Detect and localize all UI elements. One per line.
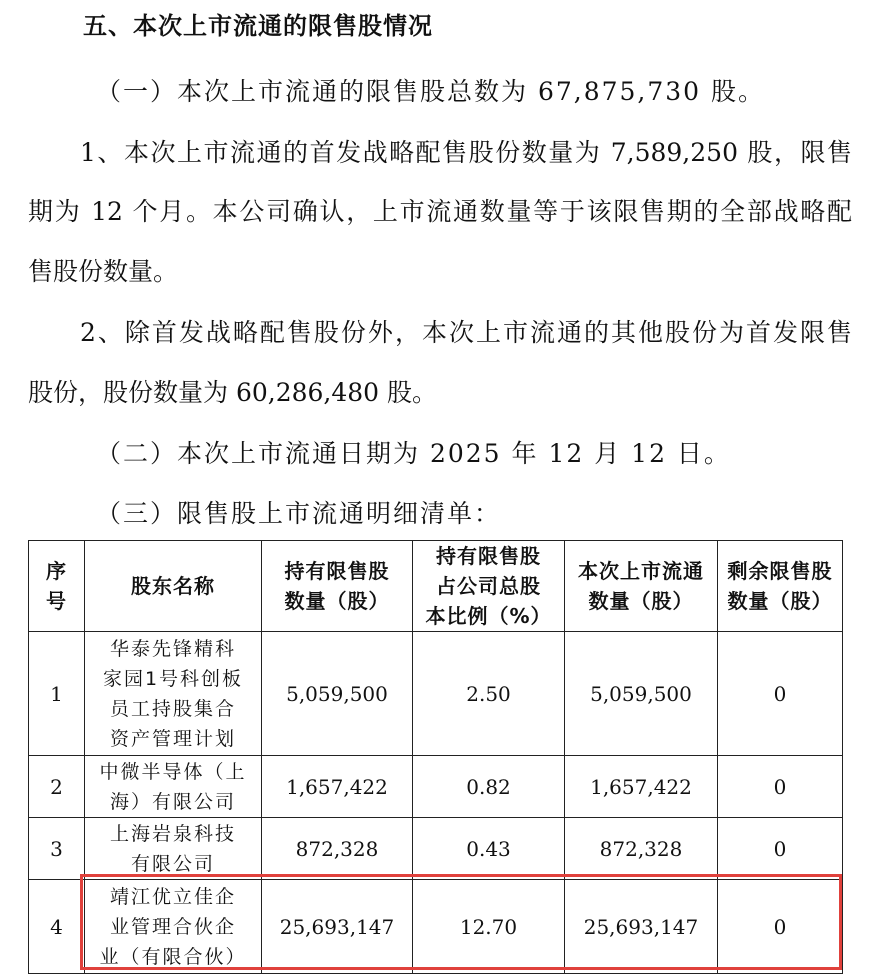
header-seq-line2: 号 (46, 589, 67, 613)
row-seq: 3 (29, 818, 85, 880)
header-listed-shares (565, 541, 718, 632)
name-line: 业管理合伙企 (109, 915, 236, 938)
row-listed-shares: 1,657,422 (565, 756, 718, 818)
name-line: 靖江优立佳企 (109, 885, 236, 908)
paragraph-detail-list: （三）限售股上市流通明细清单： (96, 499, 502, 528)
name-line: 员工持股集合 (109, 697, 236, 720)
header-seq (29, 541, 85, 632)
paragraph-listing-date: （二）本次上市流通日期为 2025 年 12 月 12 日。 (96, 439, 731, 468)
name-line: 家园1号科创板 (102, 667, 244, 690)
header-remaining-shares (718, 541, 843, 632)
table-row (29, 632, 843, 756)
row-seq: 2 (29, 756, 85, 818)
header-ratio-line3: 本比例（%） (425, 604, 552, 628)
table-row (29, 756, 843, 818)
header-seq-line1: 序 (46, 559, 67, 583)
table-row (29, 818, 843, 880)
table-header-row (29, 541, 843, 632)
row-remaining-shares: 0 (718, 880, 843, 974)
row-listed-shares: 872,328 (565, 818, 718, 880)
row-held-shares: 5,059,500 (262, 632, 413, 756)
row-remaining-shares: 0 (718, 632, 843, 756)
row-remaining-shares: 0 (718, 756, 843, 818)
header-ratio (413, 541, 565, 632)
paragraph-strategic-line2: 期为 12 个月。本公司确认，上市流通数量等于该限售期的全部战略配 (28, 197, 852, 226)
header-ratio-line2: 占公司总股 (436, 574, 541, 598)
row-remaining-shares: 0 (718, 818, 843, 880)
row-shareholder-name (85, 756, 262, 818)
paragraph-other-line1: 2、除首发战略配售股份外，本次上市流通的其他股份为首发限售 (80, 318, 852, 347)
name-line: 中微半导体（上 (99, 760, 247, 783)
header-held-line2: 数量（股） (284, 589, 390, 613)
header-ratio-line1: 持有限售股 (436, 544, 541, 568)
row-ratio: 0.82 (413, 756, 565, 818)
name-line: 海）有限公司 (109, 790, 236, 813)
header-shareholder-name: 股东名称 (85, 541, 262, 632)
header-held-shares (262, 541, 413, 632)
row-ratio: 2.50 (413, 632, 565, 756)
header-remain-line1: 剩余限售股 (727, 559, 833, 583)
row-seq: 4 (29, 880, 85, 974)
row-shareholder-name (85, 880, 262, 974)
row-shareholder-name (85, 632, 262, 756)
table-row (29, 880, 843, 974)
paragraph-total-shares: （一）本次上市流通的限售股总数为 67,875,730 股。 (96, 77, 766, 106)
row-listed-shares: 5,059,500 (565, 632, 718, 756)
row-held-shares: 1,657,422 (262, 756, 413, 818)
row-listed-shares: 25,693,147 (565, 880, 718, 974)
header-listed-line2: 数量（股） (588, 589, 694, 613)
paragraph-strategic-line1: 1、本次上市流通的首发战略配售股份数量为 7,589,250 股，限售 (80, 138, 852, 167)
row-ratio: 0.43 (413, 818, 565, 880)
section-heading: 五、本次上市流通的限售股情况 (83, 12, 433, 40)
name-line: 资产管理计划 (109, 727, 236, 750)
header-held-line1: 持有限售股 (284, 559, 390, 583)
header-listed-line1: 本次上市流通 (578, 559, 704, 583)
row-held-shares: 872,328 (262, 818, 413, 880)
paragraph-strategic-line3: 售股份数量。 (28, 257, 179, 286)
row-shareholder-name (85, 818, 262, 880)
name-line: 有限公司 (130, 852, 215, 875)
name-line: 上海岩泉科技 (109, 822, 236, 845)
name-line: 业（有限合伙） (99, 945, 247, 968)
header-remain-line2: 数量（股） (727, 589, 833, 613)
row-seq: 1 (29, 632, 85, 756)
row-held-shares: 25,693,147 (262, 880, 413, 974)
row-ratio: 12.70 (413, 880, 565, 974)
name-line: 华泰先锋精科 (109, 637, 236, 660)
paragraph-other-line2: 股份，股份数量为 60,286,480 股。 (28, 378, 438, 407)
restricted-shares-table (28, 540, 843, 974)
